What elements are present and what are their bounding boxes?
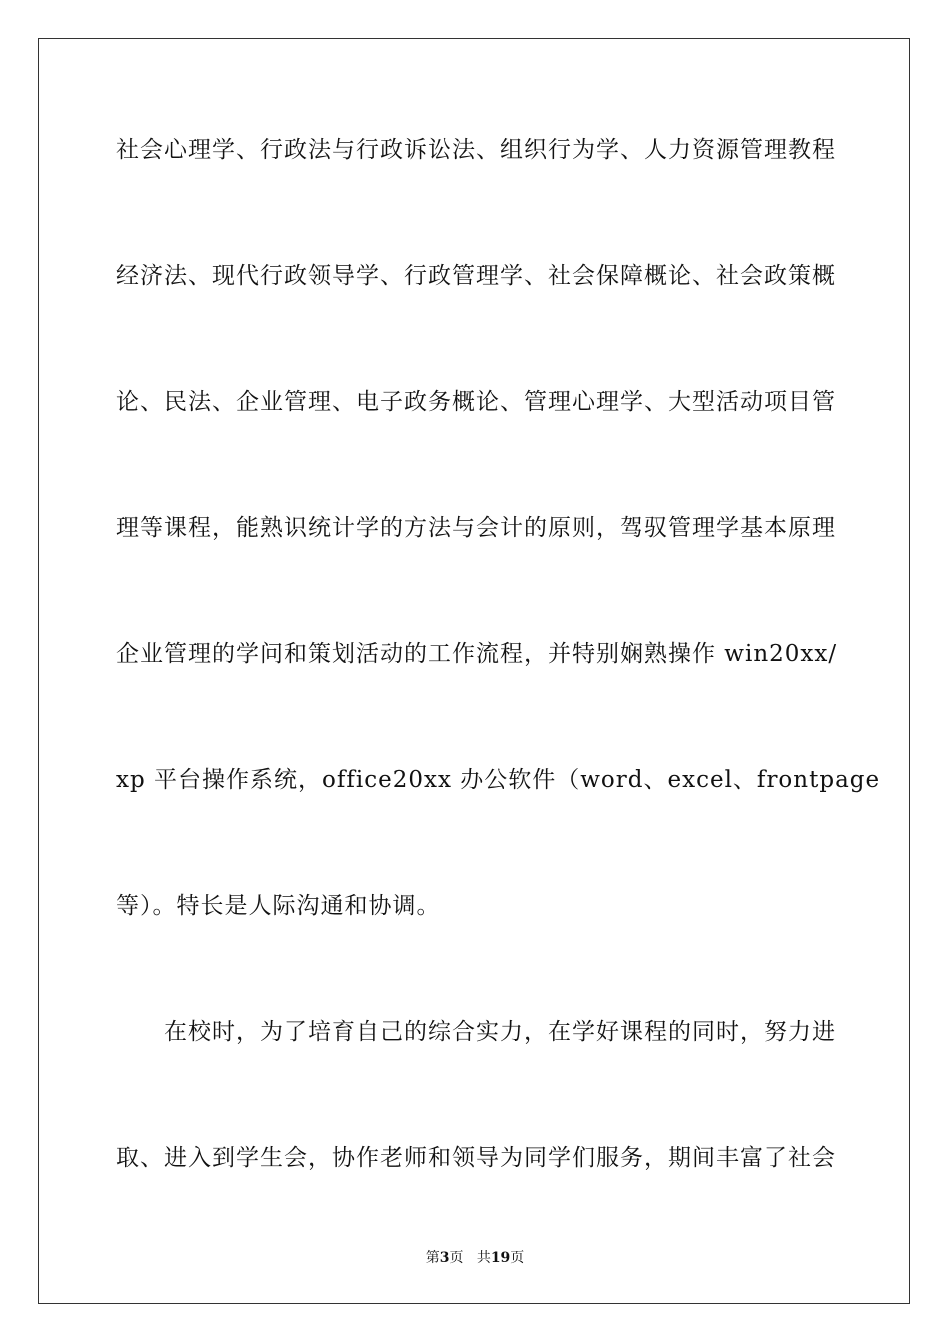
- document-body: [116, 124, 881, 1258]
- footer-total-suffix: 页: [510, 1250, 525, 1266]
- paragraph-1-line-3: 论、民法、企业管理、电子政务概论、管理心理学、大型活动项目管: [116, 389, 836, 415]
- paragraph-2-line-1: 在校时，为了培育自己的综合实力，在学好课程的同时，努力进: [164, 1019, 836, 1045]
- footer-page-prefix: 第: [425, 1250, 440, 1266]
- footer-page-number: 3: [439, 1250, 450, 1266]
- paragraph-2-line-2: 取、进入到学生会，协作老师和领导为同学们服务，期间丰富了社会: [116, 1145, 836, 1171]
- paragraph-1-line-7: 等）。特长是人际沟通和协调。: [116, 893, 441, 919]
- paragraph-1-line-4: 理等课程，能熟识统计学的方法与会计的原则，驾驭管理学基本原理: [116, 515, 836, 541]
- footer-total-pages: 19: [490, 1250, 511, 1266]
- paragraph-1-line-1: 社会心理学、行政法与行政诉讼法、组织行为学、人力资源管理教程: [116, 137, 836, 163]
- paragraph-1-line-6: xp 平台操作系统，office20xx 办公软件（word、excel、frontpage: [116, 767, 881, 793]
- page-footer: [0, 1247, 950, 1267]
- paragraph-1-line-5: 企业管理的学问和策划活动的工作流程，并特别娴熟操作 win20xx/: [116, 641, 838, 667]
- paragraph-1-line-2: 经济法、现代行政领导学、行政管理学、社会保障概论、社会政策概: [116, 263, 836, 289]
- footer-total-prefix: 共: [476, 1250, 491, 1266]
- footer-page-suffix: 页: [449, 1250, 464, 1266]
